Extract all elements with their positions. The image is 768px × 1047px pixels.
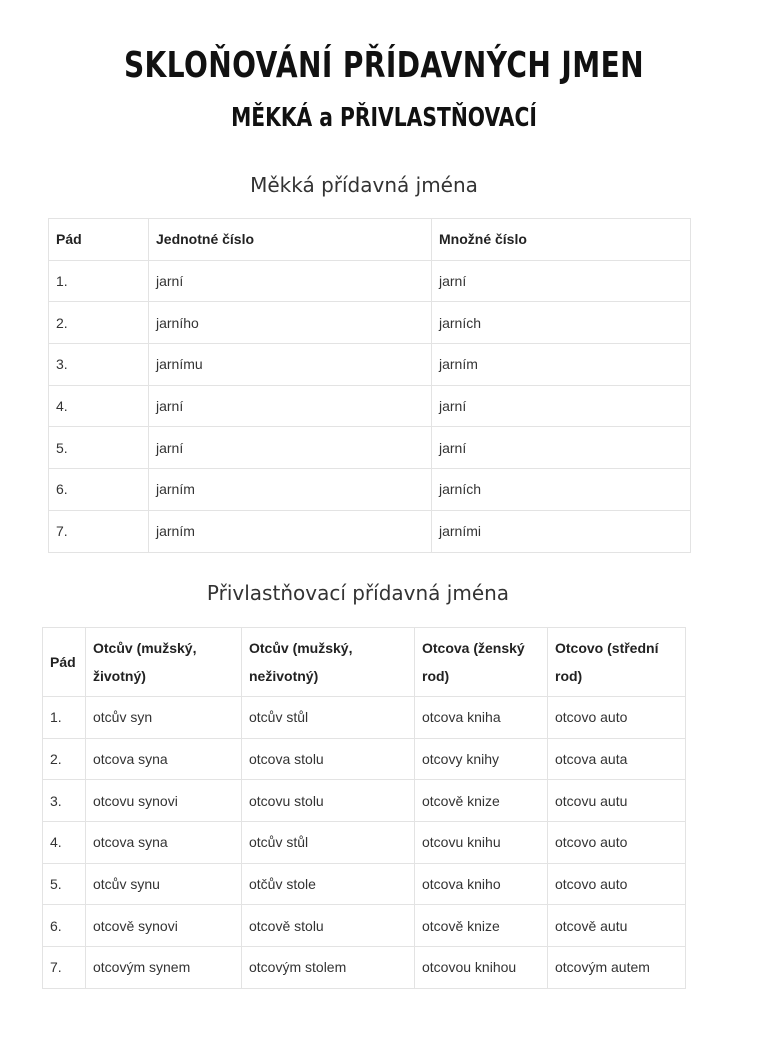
table-row [49,427,691,469]
table-cell: otcův stůl [242,697,415,739]
table-cell: 3. [43,780,86,822]
table-cell: jarní [149,260,432,302]
table-cell: jarní [149,385,432,427]
table-cell: otcův stůl [242,822,415,864]
table-cell: 7. [49,510,149,552]
table-cell: otčův stole [242,863,415,905]
table-row [43,905,686,947]
table-row [43,697,686,739]
table-cell: jarní [149,427,432,469]
table-cell: 5. [49,427,149,469]
table-cell: otcovo auto [548,697,686,739]
table-cell: jarní [432,427,691,469]
table-cell: otcovým synem [86,947,242,989]
table-cell: jarních [432,469,691,511]
column-header: Množné číslo [432,219,691,261]
column-header: Pád [43,628,86,697]
table-cell: otcovo auto [548,822,686,864]
table-cell: otcova stolu [242,738,415,780]
table-cell: 5. [43,863,86,905]
table-cell: jarnímu [149,344,432,386]
page-title: SKLOŇOVÁNÍ PŘÍDAVNÝCH JMEN [123,45,645,86]
table-row [49,344,691,386]
table-cell: jarními [432,510,691,552]
table-row [49,385,691,427]
table-cell: otcově synovi [86,905,242,947]
table-cell: otcovu synovi [86,780,242,822]
table-cell: otcova syna [86,822,242,864]
table-cell: otcovu autu [548,780,686,822]
column-header: Jednotné číslo [149,219,432,261]
table-cell: 2. [43,738,86,780]
table-cell: jarní [432,260,691,302]
table-cell: otcově stolu [242,905,415,947]
table-row [43,947,686,989]
table-row [43,780,686,822]
soft-adjectives-heading: Měkká přídavná jména [250,173,478,197]
table-cell: 4. [49,385,149,427]
table-cell: otcovy knihy [415,738,548,780]
table-cell: 1. [49,260,149,302]
table-cell: otcova syna [86,738,242,780]
soft-adjectives-table [48,218,691,553]
table-cell: 6. [43,905,86,947]
column-header: Otcův (mužský, neživotný) [242,628,415,697]
table-cell: otcovo auto [548,863,686,905]
table-row [49,469,691,511]
table-cell: jarním [149,469,432,511]
table-cell: jarní [432,385,691,427]
table-row [43,738,686,780]
column-header: Pád [49,219,149,261]
table-cell: otcův synu [86,863,242,905]
table-cell: otcův syn [86,697,242,739]
table-cell: otcovou knihou [415,947,548,989]
table-cell: otcova auta [548,738,686,780]
table-cell: 2. [49,302,149,344]
table-row [49,260,691,302]
table-cell: jarním [432,344,691,386]
column-header: Otcův (mužský, životný) [86,628,242,697]
column-header: Otcovo (střední rod) [548,628,686,697]
table-cell: otcovým autem [548,947,686,989]
page-subtitle: MĚKKÁ a PŘIVLASTŇOVACÍ [231,103,537,133]
table-cell: otcovým stolem [242,947,415,989]
table-cell: otcově knize [415,780,548,822]
table-cell: jarním [149,510,432,552]
table-cell: otcově knize [415,905,548,947]
table-header-row [43,628,686,697]
table-cell: 4. [43,822,86,864]
table-cell: 6. [49,469,149,511]
table-cell: 7. [43,947,86,989]
table-cell: 3. [49,344,149,386]
possessive-adjectives-heading: Přivlastňovací přídavná jména [206,581,510,605]
table-cell: 1. [43,697,86,739]
table-cell: otcova kniha [415,697,548,739]
table-row [43,863,686,905]
table-cell: jarního [149,302,432,344]
table-cell: otcově autu [548,905,686,947]
table-cell: otcova kniho [415,863,548,905]
table-cell: otcovu knihu [415,822,548,864]
table-row [49,302,691,344]
possessive-adjectives-table [42,627,686,989]
table-row [49,510,691,552]
table-cell: jarních [432,302,691,344]
table-header-row [49,219,691,261]
column-header: Otcova (ženský rod) [415,628,548,697]
table-row [43,822,686,864]
table-cell: otcovu stolu [242,780,415,822]
